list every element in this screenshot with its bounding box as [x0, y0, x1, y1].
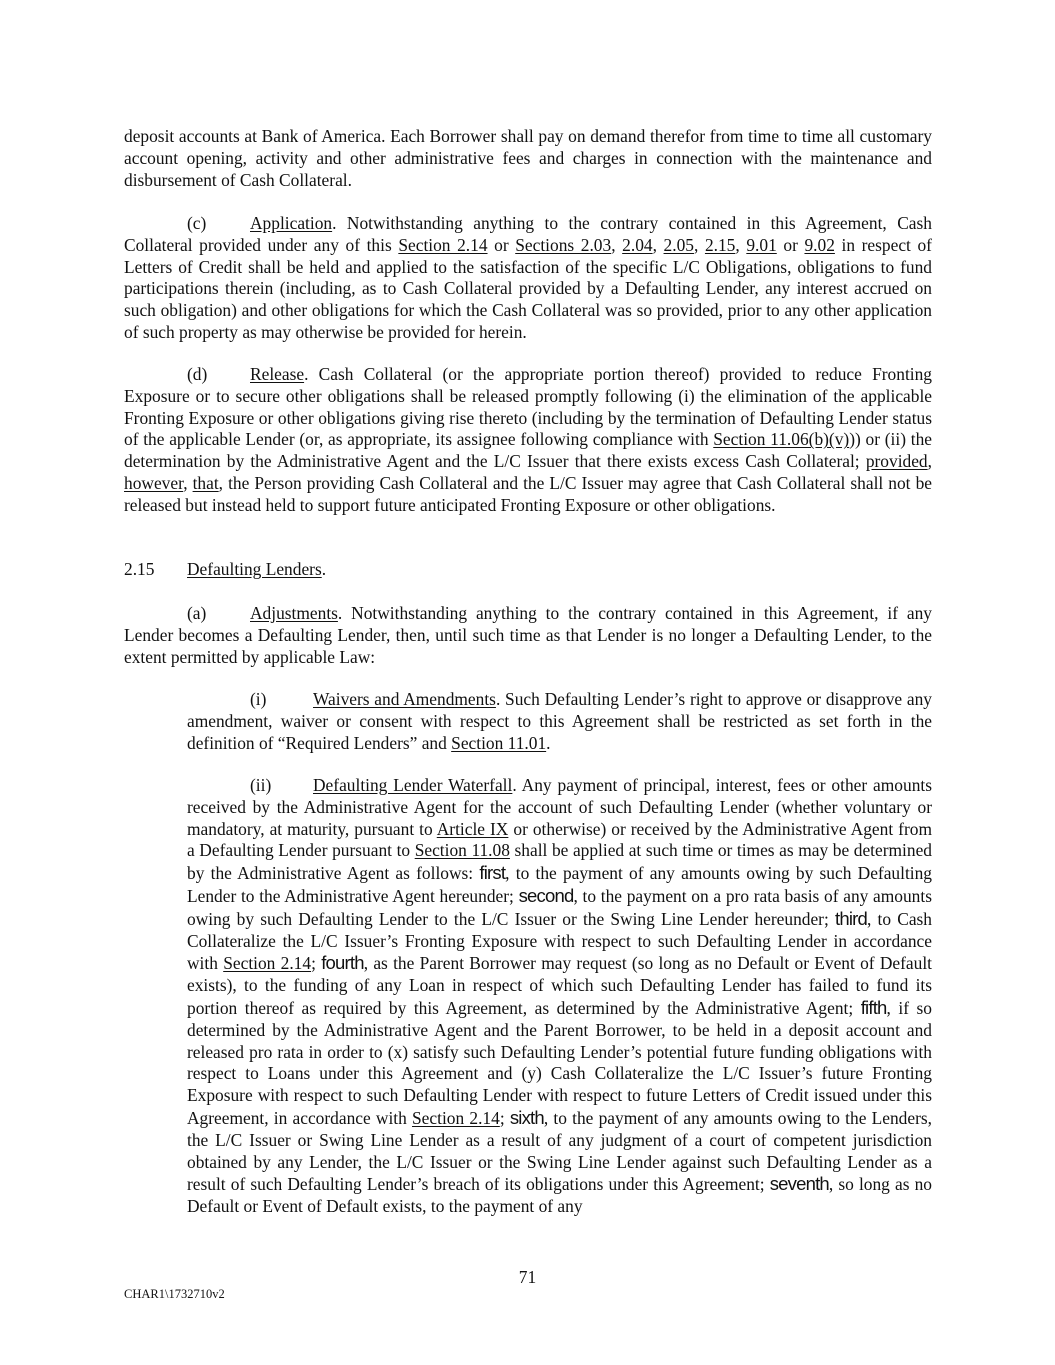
- proviso-word: however: [124, 472, 184, 493]
- section-reference: Section 11.06(b)(v): [713, 429, 850, 450]
- ordinal-word: fifth: [860, 996, 887, 1018]
- proviso-word: that: [192, 472, 219, 493]
- document-id: CHAR1\1732710v2: [124, 1287, 225, 1301]
- ordinal-word: fourth: [321, 952, 364, 974]
- section-reference: 2.15: [704, 234, 736, 255]
- paragraph-c-application: (c) Application. Notwithstanding anything to the contrary contained in this Agreement, Cash Collateral provided under any of this Section 2.14 or Sections 2.03, 2.04, 2.05, 2.15, 9.01 or 9.02 in respect of Letters of Credit shall be held and applied to the satisfaction of the specific L/C Obligations, obligations to fund participations therein (including, as to Cash Collateral provided by a Defaulting Lender, any interest accrued on such obligation) and other obligations for which the Cash Collateral was so provided, prior to any other application of such property as may otherwise be provided for herein.: [124, 213, 932, 342]
- paragraph-ii-waterfall: (ii) Defaulting Lender Waterfall. Any payment of principal, interest, fees or other amounts received by the Administrative Agent for the account of such Defaulting Lender (whether voluntary or mandatory, at maturity, pursuant to Article IX or otherwise) or received by the Administrative Agent from a Defaulting Lender pursuant to Section 11.08 shall be applied at such time or times as may be determined by the Administrative Agent as follows: first, to the payment of any amounts owing by such Defaulting Lender to the Administrative Agent hereunder; second, to the payment on a pro rata basis of any amounts owing by such Defaulting Lender to the L/C Issuer or the Swing Line Lender hereunder; third, to Cash Collateralize the L/C Issuer’s Fronting Exposure with respect to such Defaulting Lender in accordance with Section 2.14; fourth, as the Parent Borrower may request (so long as no Default or Event of Default exists), to the funding of any Loan in respect of which such Defaulting Lender has failed to fund its portion thereof as required by this Agreement, as determined by the Administrative Agent; fifth, if so determined by the Administrative Agent and the Parent Borrower, to be held in a deposit account and released pro rata in order to (x) satisfy such Defaulting Lender’s potential future funding obligations with respect to Loans under this Agreement and (y) Cash Collateralize the L/C Issuer’s future Fronting Exposure with respect to such Defaulting Lender with respect to future Letters of Credit issued under this Agreement, in accordance with Section 2.14; sixth, to the payment of any amounts owing to the Lenders, the L/C Issuer or Swing Line Lender as a result of any judgment of a court of competent jurisdiction obtained by any Lender, the L/C Issuer or the Swing Line Lender against such Defaulting Lender as a result of such Defaulting Lender’s breach of its obligations under this Agreement; seventh, so long as no Default or Event of Default exists, to the payment of any: [187, 775, 933, 1217]
- clause-label: (i): [250, 689, 267, 709]
- paragraph-cash-collateral-deposit: deposit accounts at Bank of America. Each Borrower shall pay on demand therefor from time to time all customary account opening, activity and other administrative fees and charges in connection with the maintenance and disbursement of Cash Collateral.: [124, 126, 932, 190]
- page-number: 71: [518, 1267, 537, 1287]
- section-heading-2-15: 2.15 Defaulting Lenders.: [124, 559, 327, 579]
- section-reference: Article IX: [436, 818, 509, 839]
- section-reference: Section 2.14: [223, 953, 312, 974]
- section-reference: 2.04: [622, 234, 653, 255]
- ordinal-word: sixth: [509, 1106, 544, 1128]
- ordinal-word: seventh: [769, 1173, 829, 1195]
- clause-label: (a): [187, 603, 207, 623]
- section-reference: Sections 2.03: [515, 234, 612, 255]
- clause-label: (c): [187, 213, 207, 233]
- ordinal-word: second: [518, 884, 574, 906]
- paragraph-i-waivers: (i) Waivers and Amendments. Such Defaulting Lender’s right to approve or disapprove any amendment, waiver or consent with respect to this Agreement shall be restricted as set forth in the definition of “Required Lenders” and Section 11.01.: [187, 689, 932, 753]
- clause-label: (d): [187, 364, 208, 384]
- section-reference: Section 2.14: [412, 1107, 500, 1128]
- section-reference: Section 11.08: [414, 840, 510, 861]
- clause-title: Waivers and Amendments: [313, 689, 496, 709]
- section-reference: 9.01: [746, 234, 777, 255]
- clause-title: Adjustments: [250, 603, 338, 623]
- section-reference: Section 11.01: [451, 732, 547, 753]
- proviso-word: provided: [865, 451, 928, 472]
- section-reference: 9.02: [804, 234, 835, 255]
- section-reference: Section 2.14: [398, 234, 488, 255]
- clause-title: Application: [250, 213, 333, 233]
- paragraph-a-adjustments: (a) Adjustments. Notwithstanding anything to the contrary contained in this Agreement, if any Lender becomes a Defaulting Lender, then, until such time as that Lender is no longer a Defaulting Lender, to the extent permitted by applicable Law:: [124, 603, 932, 667]
- ordinal-word: third: [835, 907, 867, 929]
- clause-label: (ii): [250, 775, 272, 795]
- clause-title: Release: [250, 364, 305, 384]
- ordinal-word: first: [479, 862, 506, 884]
- paragraph-d-release: (d) Release. Cash Collateral (or the appropriate portion thereof) provided to reduce Fronting Exposure or to secure other obligations shall be released promptly following (i) the elimination of the applicable Fronting Exposure or other obligations giving rise thereto (including by the termination of Defaulting Lender status of the applicable Lender (or, as appropriate, its assignee following compliance with Section 11.06(b)(v))) or (ii) the determination by the Administrative Agent and the L/C Issuer that there exists excess Cash Collateral; provided, however, that, the Person providing Cash Collateral and the L/C Issuer may agree that Cash Collateral shall not be released but instead held to support future anticipated Fronting Exposure or other obligations.: [124, 364, 932, 515]
- section-reference: 2.05: [663, 234, 694, 255]
- section-title: Defaulting Lenders: [187, 559, 322, 579]
- clause-title: Defaulting Lender Waterfall: [313, 775, 513, 795]
- section-number: 2.15: [124, 559, 155, 579]
